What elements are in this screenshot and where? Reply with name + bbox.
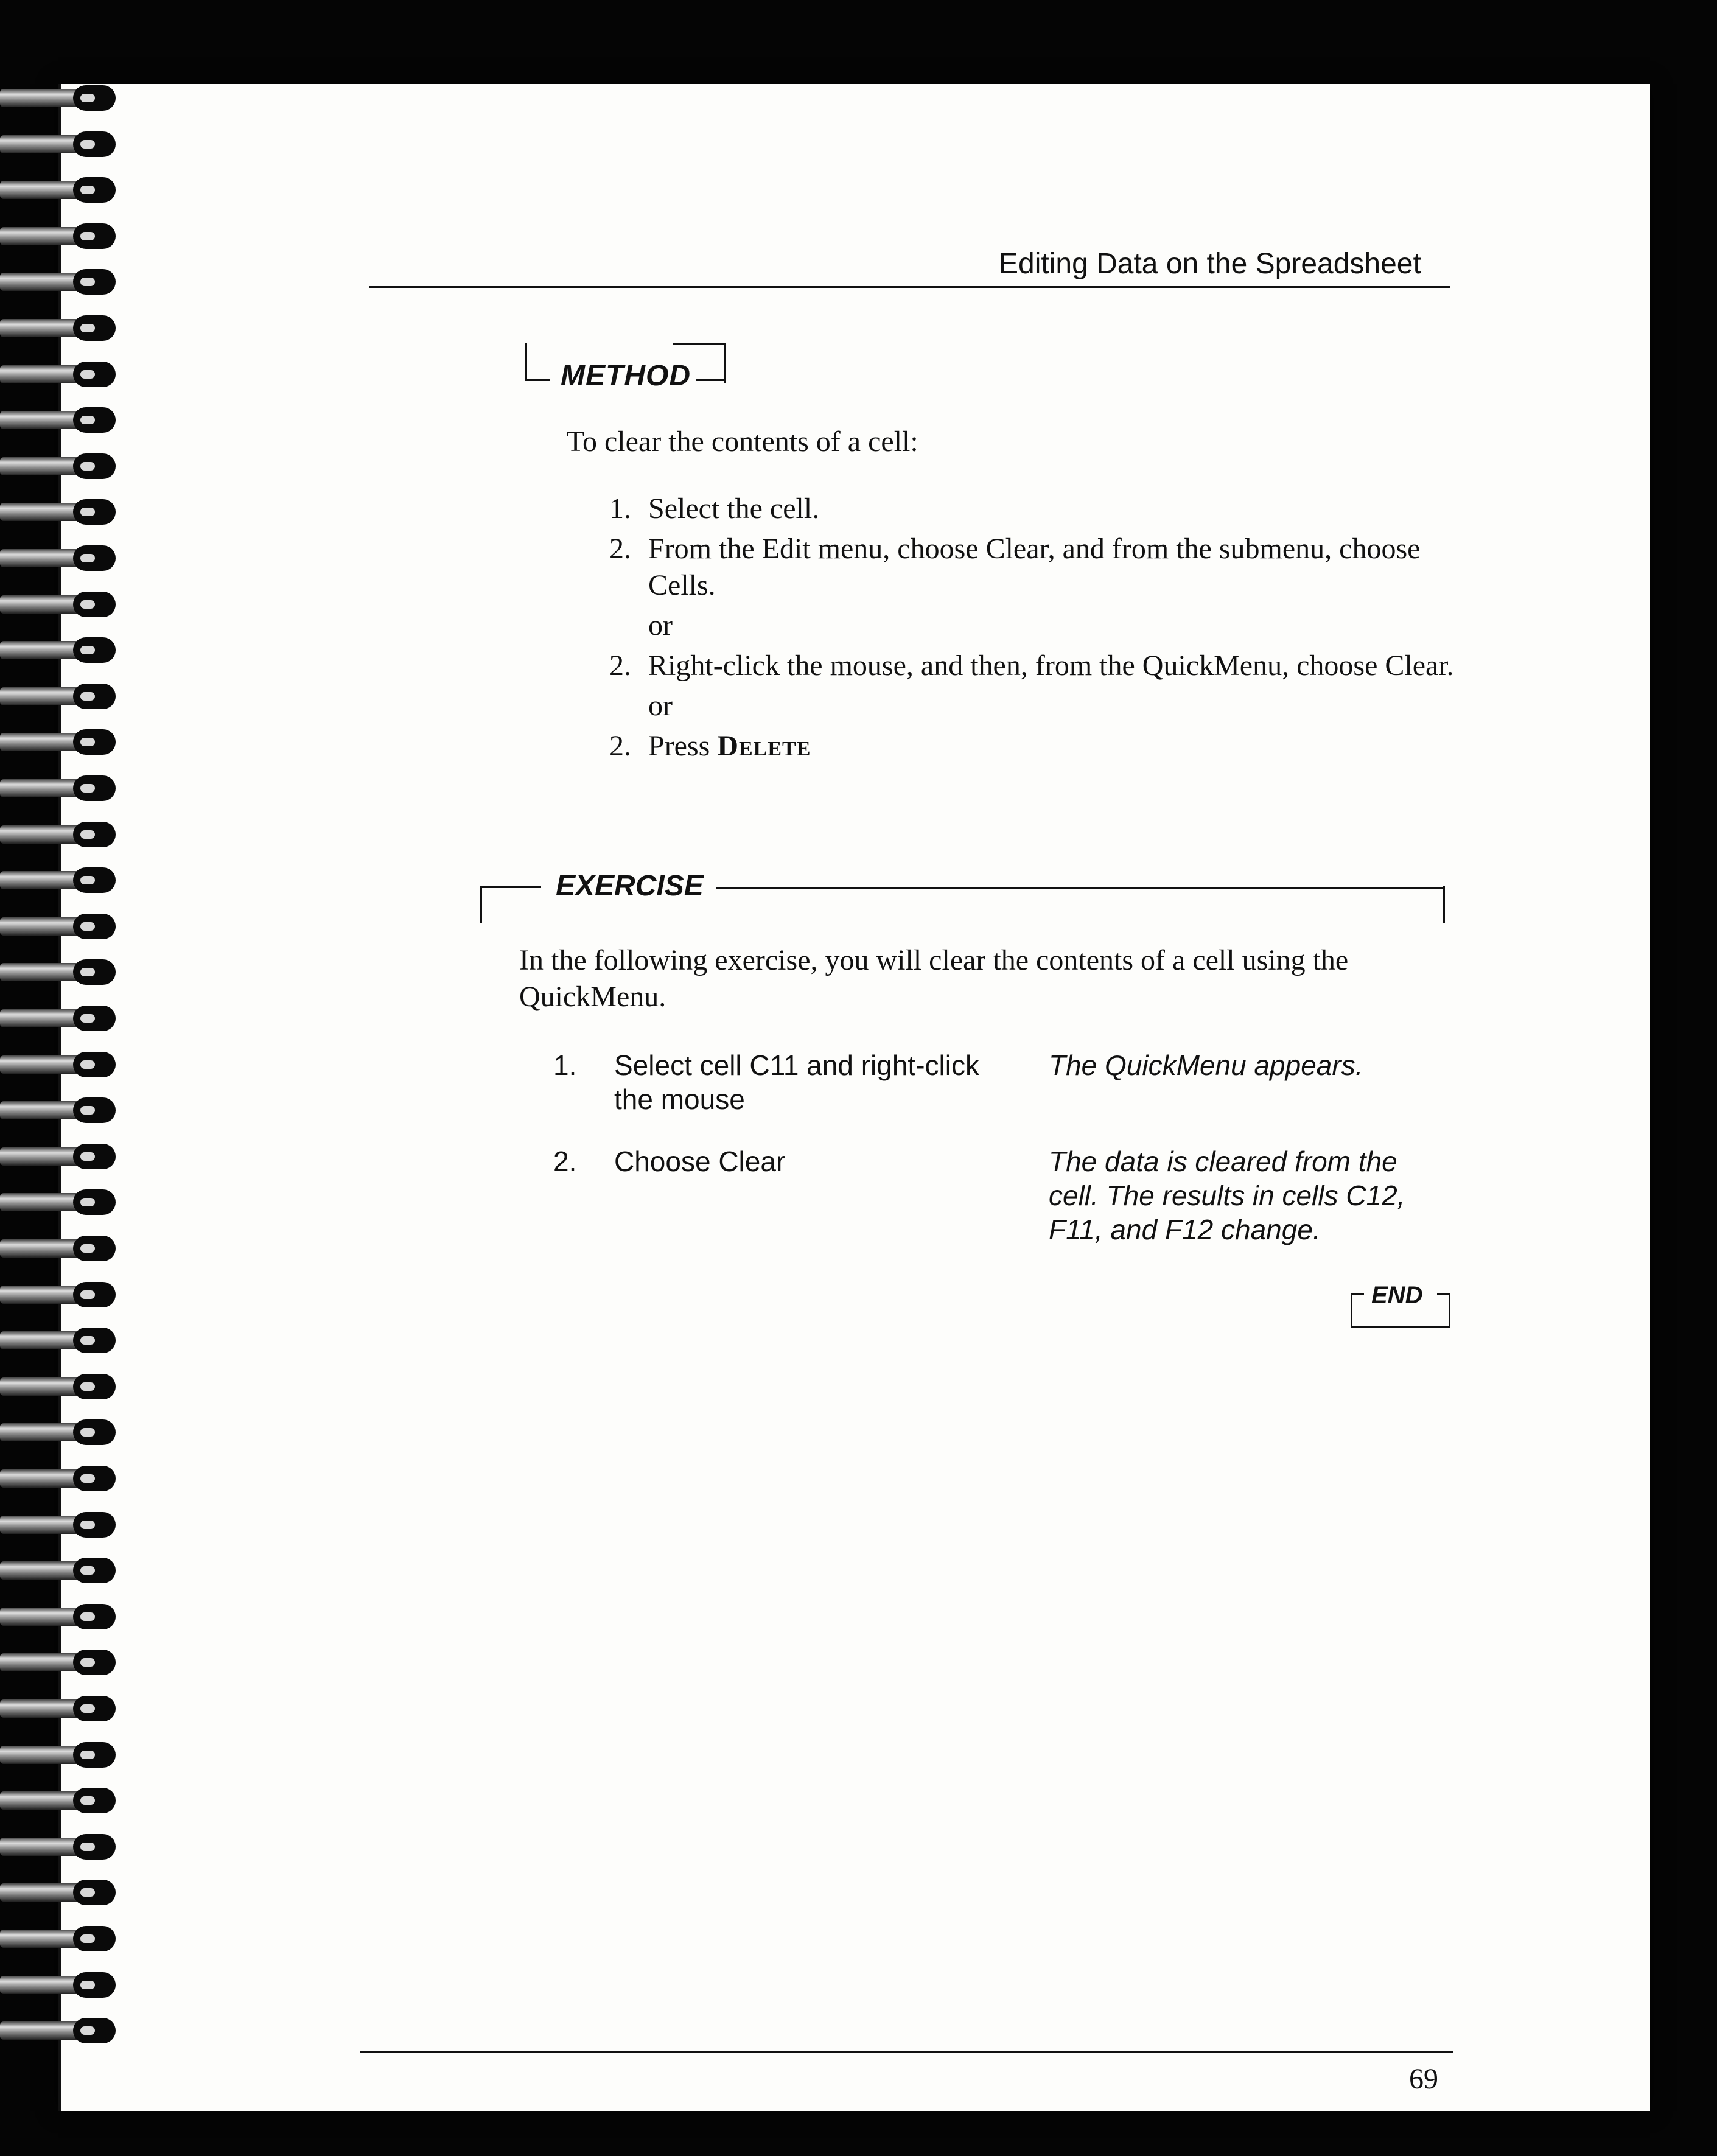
binding-ring <box>0 1328 122 1354</box>
binding-ring <box>0 362 122 388</box>
binding-ring <box>0 1788 122 1815</box>
spiral-binding <box>0 85 128 2070</box>
binding-ring <box>0 2018 122 2045</box>
binding-ring <box>0 1466 122 1493</box>
book-page: Editing Data on the Spreadsheet METHOD To clear the contents of a cell: 1. Select the cell. 2. From the Edit menu, choose Clear, and from the submenu, choose Cells. or 2. Right-click the mouse, and then, from the QuickMenu, choose Clear. or 2. Press Delete EXERCISE In the following exercise, you will clear the contents of a cell using the QuickMenu. 1. Select cell C11 and right-click the mouse The QuickMenu appears. 2. Choose Clear The data is cleared from the cell. The results in cells C12, F11, and F12 change. END 69 <box>58 84 1650 2111</box>
binding-ring <box>0 592 122 618</box>
end-marker <box>1351 1282 1450 1328</box>
binding-ring <box>0 499 122 526</box>
binding-ring <box>0 1236 122 1262</box>
exercise-frame-top-left <box>480 886 541 888</box>
exercise-frame-top-right <box>716 887 1444 889</box>
method-box-top <box>673 343 726 345</box>
binding-ring <box>0 1512 122 1539</box>
binding-ring <box>0 1374 122 1401</box>
method-steps <box>609 491 1461 768</box>
end-label: END <box>1371 1282 1423 1309</box>
exercise-heading: EXERCISE <box>556 870 704 902</box>
method-heading: METHOD <box>556 359 696 393</box>
binding-ring <box>0 1742 122 1769</box>
footer-rule <box>360 2051 1453 2053</box>
binding-ring <box>0 315 122 342</box>
binding-ring <box>0 131 122 158</box>
binding-ring <box>0 1419 122 1446</box>
method-step: 2. Right-click the mouse, and then, from the QuickMenu, choose Clear. <box>609 649 1454 682</box>
method-box-bottom-left <box>525 379 550 381</box>
binding-ring <box>0 822 122 849</box>
method-step: 2. From the Edit menu, choose Clear, and from the submenu, choose Cells. <box>609 533 1421 601</box>
exercise-frame-right <box>1443 886 1445 923</box>
binding-ring <box>0 1972 122 1999</box>
binding-ring <box>0 1052 122 1079</box>
binding-ring <box>0 1880 122 1906</box>
binding-ring <box>0 223 122 250</box>
binding-ring <box>0 407 122 434</box>
binding-ring <box>0 545 122 572</box>
binding-ring <box>0 914 122 940</box>
method-step: 2. Press Delete <box>609 730 811 762</box>
binding-ring <box>0 453 122 480</box>
binding-ring <box>0 1926 122 1953</box>
method-box-left <box>525 343 527 379</box>
binding-ring <box>0 1006 122 1032</box>
binding-ring <box>0 684 122 710</box>
binding-ring <box>0 1097 122 1124</box>
binding-ring <box>0 1834 122 1861</box>
exercise-intro: In the following exercise, you will clear the contents of a cell using the QuickMenu. <box>519 944 1349 1013</box>
binding-ring <box>0 959 122 986</box>
page-number: 69 <box>1409 2063 1438 2095</box>
binding-ring <box>0 177 122 204</box>
binding-ring <box>0 1604 122 1631</box>
binding-ring <box>0 269 122 296</box>
binding-ring <box>0 867 122 894</box>
binding-ring <box>0 1650 122 1676</box>
binding-ring <box>0 1189 122 1216</box>
binding-ring <box>0 637 122 664</box>
binding-ring <box>0 729 122 756</box>
binding-ring <box>0 1696 122 1723</box>
binding-ring <box>0 85 122 112</box>
binding-ring <box>0 1558 122 1584</box>
exercise-frame-left <box>480 886 482 923</box>
method-step: 1. Select the cell. <box>609 492 820 525</box>
binding-ring <box>0 1144 122 1171</box>
binding-ring <box>0 1282 122 1309</box>
running-header: Editing Data on the Spreadsheet <box>999 248 1421 280</box>
binding-ring <box>0 775 122 802</box>
delete-key: Delete <box>717 730 811 762</box>
method-box-right <box>724 343 726 383</box>
method-or: or <box>648 690 673 722</box>
method-box-bottom-right <box>694 379 725 381</box>
method-intro: To clear the contents of a cell: <box>567 425 918 458</box>
method-or: or <box>648 609 673 642</box>
header-rule <box>369 286 1450 288</box>
